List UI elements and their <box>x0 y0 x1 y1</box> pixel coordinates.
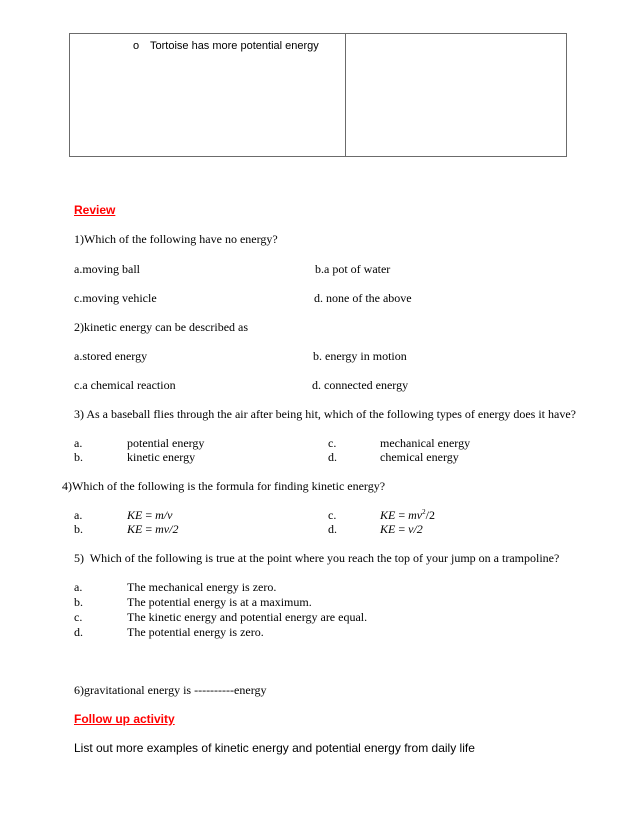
q4-option-b: KE = mv/2 <box>127 522 179 536</box>
q5-option-d-letter: d. <box>74 625 83 639</box>
q1-option-b: b.a pot of water <box>315 262 391 276</box>
q3-question: 3) As a baseball flies through the air after being hit, which of the following types of energy does it have? <box>74 407 576 421</box>
q5-option-c: The kinetic energy and potential energy are equal. <box>127 610 368 624</box>
review-heading: Review <box>74 203 116 217</box>
q3-option-c-letter: c. <box>328 436 337 450</box>
q3-option-d-letter: d. <box>328 450 337 464</box>
q4-option-c-letter: c. <box>328 508 337 522</box>
q1-option-d: d. none of the above <box>314 291 412 305</box>
q2-option-a: a.stored energy <box>74 349 148 363</box>
q2-question: 2)kinetic energy can be described as <box>74 320 249 334</box>
bullet-text: Tortoise has more potential energy <box>150 40 319 52</box>
q1-option-a: a.moving ball <box>74 262 140 276</box>
q3-option-c: mechanical energy <box>380 436 471 450</box>
q3-option-a-letter: a. <box>74 436 83 450</box>
follow-up-heading: Follow up activity <box>74 712 175 726</box>
table-divider <box>345 34 346 156</box>
q3-option-a: potential energy <box>127 436 205 450</box>
q5-option-b: The potential energy is at a maximum. <box>127 595 312 609</box>
q4-question: 4)Which of the following is the formula for finding kinetic energy? <box>62 479 386 493</box>
q2-option-c: c.a chemical reaction <box>74 378 176 392</box>
q2-option-d: d. connected energy <box>312 378 409 392</box>
q5-option-c-letter: c. <box>74 610 83 624</box>
q4-option-c: KE = $mv^2/2$ <box>380 508 435 522</box>
q2-option-b: b. energy in motion <box>313 349 407 363</box>
q1-question: 1)Which of the following have no energy? <box>74 232 278 246</box>
bullet-marker: o <box>133 40 140 52</box>
q3-option-d: chemical energy <box>380 450 459 464</box>
q5-option-a: The mechanical energy is zero. <box>127 580 277 594</box>
q4-option-d-letter: d. <box>328 522 337 536</box>
q4-option-a-letter: a. <box>74 508 83 522</box>
q1-option-c: c.moving vehicle <box>74 291 157 305</box>
q4-option-b-letter: b. <box>74 522 83 536</box>
follow-up-text: List out more examples of kinetic energy and potential energy from daily life <box>74 741 475 755</box>
q5-option-b-letter: b. <box>74 595 83 609</box>
q6-question: 6)gravitational energy is ----------energy <box>74 683 267 697</box>
q5-option-a-letter: a. <box>74 580 83 594</box>
q3-option-b-letter: b. <box>74 450 83 464</box>
q3-option-b: kinetic energy <box>127 450 196 464</box>
q5-option-d: The potential energy is zero. <box>127 625 264 639</box>
q4-option-d: KE = v/2 <box>380 522 423 536</box>
q4-option-a: KE = m/v <box>127 508 173 522</box>
answer-table <box>69 33 567 157</box>
q5-question: 5) Which of the following is true at the point where you reach the top of your jump on a trampoline? <box>74 551 560 565</box>
